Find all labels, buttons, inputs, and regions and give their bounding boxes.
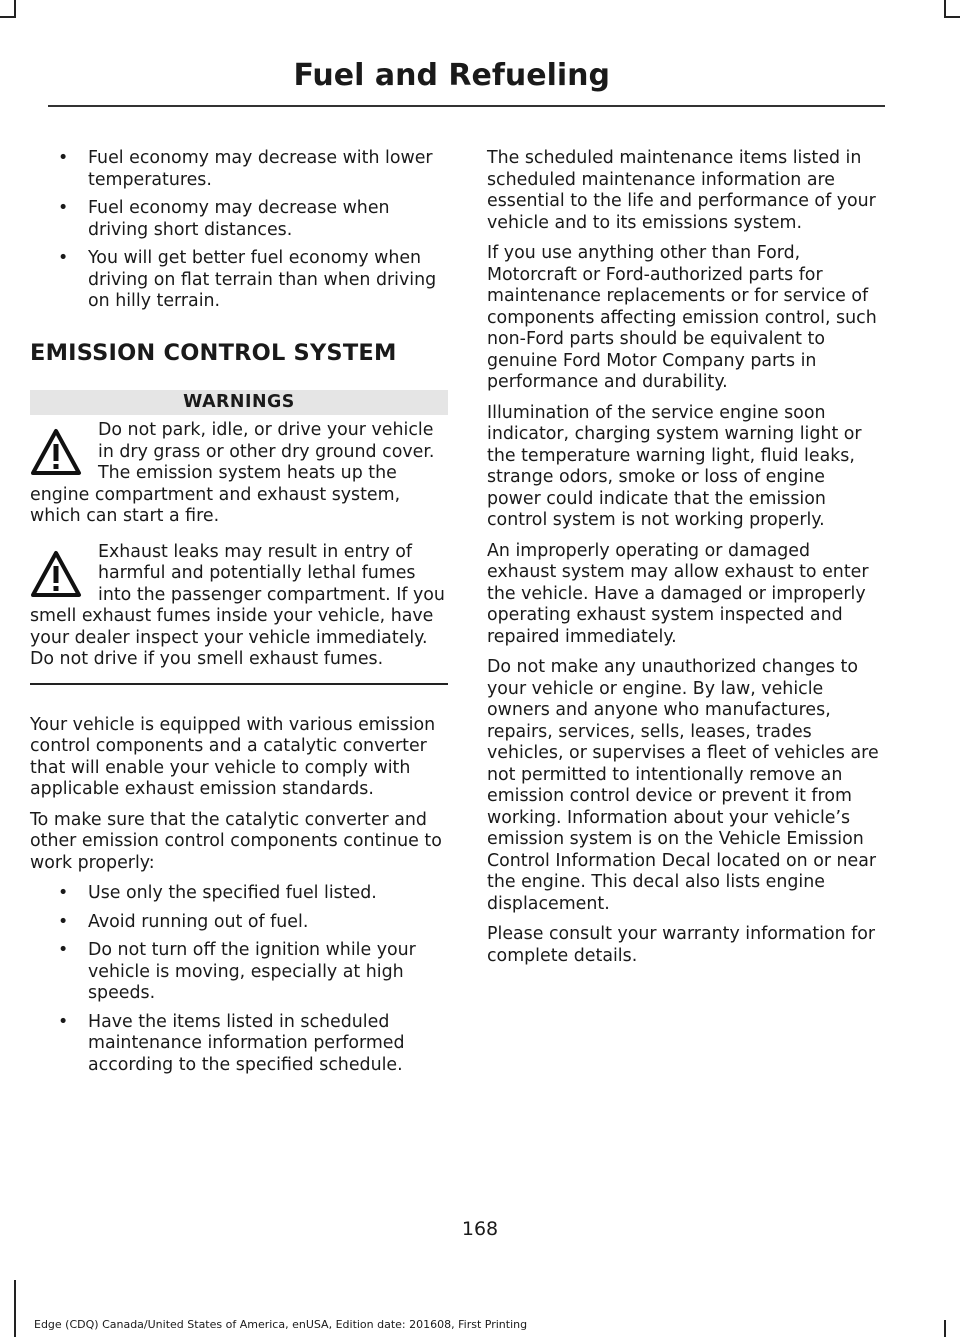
paragraph: Illumination of the service engine soon indicator, charging system warning light or the temperature warning light, fluid leaks, strange odors, smoke or loss of engine power could indicate that the emission control system is not working properly. [487, 402, 862, 530]
list-item [30, 883, 448, 905]
list-item-text: Use only the specified fuel listed. [88, 883, 377, 903]
left-body [30, 715, 448, 1077]
bullet: • [58, 248, 69, 268]
list-item-text: Fuel economy may decrease when driving short distances. [88, 198, 390, 240]
list-item [30, 148, 448, 191]
warnings-box [30, 390, 448, 685]
warnings-heading: WARNINGS [30, 390, 448, 415]
list-item-text: Have the items listed in scheduled maintenance information performed according to the specified schedule. [88, 1011, 405, 1075]
right-column [487, 148, 883, 976]
page-title: Fuel and Refueling [293, 58, 610, 93]
bullet: • [58, 148, 69, 168]
bullet: • [58, 940, 69, 960]
warning-item [30, 542, 448, 671]
crop-mark [944, 1320, 946, 1337]
fuel-economy-list [30, 148, 448, 313]
page-number: 168 [461, 1218, 499, 1240]
list-item-text: You will get better fuel economy when driving on flat terrain than when driving on hilly terrain. [88, 248, 437, 311]
crop-mark [14, 1280, 16, 1337]
paragraph: Please consult your warranty information for complete details. [487, 924, 876, 966]
list-item-text: Avoid running out of fuel. [88, 911, 309, 932]
list-item [30, 248, 448, 313]
list-item [30, 198, 448, 241]
list-item [30, 912, 448, 934]
paragraph: If you use anything other than Ford, Motorcraft or Ford-authorized parts for maintenance replacements or for service of components affecting emission control, such non-Ford parts should be equivalent to genuine Ford Motor Company parts in performance and durability. [487, 243, 877, 392]
paragraph: An improperly operating or damaged exhaust system may allow exhaust to enter the vehicle. Have a damaged or improperly operating exhaust system inspected and repaired immediately. [487, 540, 869, 647]
left-column [30, 148, 448, 1083]
warning-text: Do not park, idle, or drive your vehicle in dry grass or other dry ground cover. The emission system heats up the engine compartment and exhaust system, which can start a fire. [30, 420, 435, 526]
paragraph: To make sure that the catalytic converter and other emission control components continue to work properly: [30, 809, 442, 873]
bullet: • [58, 198, 69, 218]
list-item [30, 940, 448, 1005]
paragraph: Do not make any unauthorized changes to your vehicle or engine. By law, vehicle owners and anyone who manufactures, repairs, services, sells, leases, trades vehicles, or supervises a fleet of vehicles are not permitted to intentionally remove an emission control device or prevent it from working. Information about your vehicle’s emission system is on the Vehicle Emission Control Information Decal located on or near the engine. This decal also lists engine displacement. [487, 657, 879, 914]
warning-item [30, 420, 448, 528]
warning-triangle-icon [30, 548, 82, 600]
bullet: • [58, 911, 69, 932]
header-rule [48, 105, 885, 107]
section-title: EMISSION CONTROL SYSTEM [30, 339, 397, 366]
warning-triangle-icon [30, 426, 82, 478]
warning-text: Exhaust leaks may result in entry of harmful and potentially lethal fumes into the passenger compartment. If you smell exhaust fumes inside your vehicle, have your dealer inspect your vehicle immediately. Do not drive if you smell exhaust fumes. [30, 541, 445, 669]
list-item [30, 1012, 448, 1077]
maintenance-list [30, 883, 448, 1076]
list-item-text: Do not turn off the ignition while your vehicle is moving, especially at high speeds. [88, 940, 416, 1003]
bullet: • [58, 883, 69, 903]
footer-text: Edge (CDQ) Canada/United States of America, enUSA, Edition date: 201608, First Printing [34, 1318, 528, 1331]
paragraph: Your vehicle is equipped with various emission control components and a catalytic converter that will enable your vehicle to comply with applicable exhaust emission standards. [30, 714, 436, 799]
crop-mark [0, 16, 16, 18]
paragraph: The scheduled maintenance items listed in scheduled maintenance information are essential to the life and performance of your vehicle and to its emissions system. [487, 148, 876, 233]
bullet: • [58, 1011, 69, 1032]
list-item-text: Fuel economy may decrease with lower temperatures. [88, 148, 433, 190]
crop-mark [944, 16, 960, 18]
